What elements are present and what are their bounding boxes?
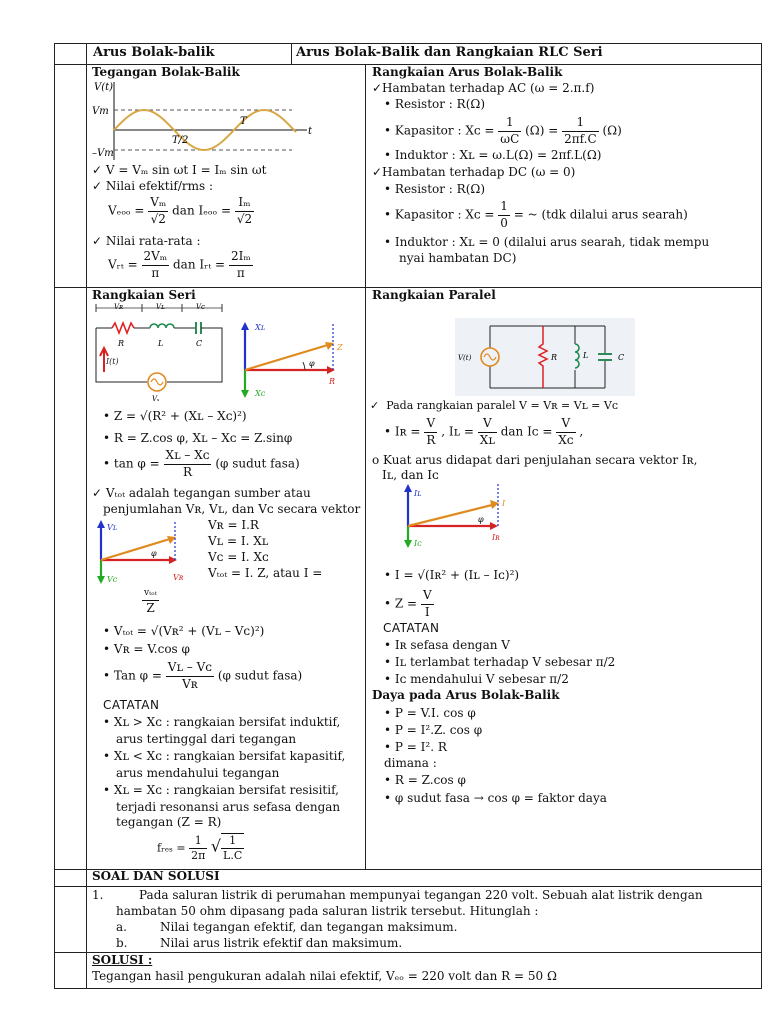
tan2-num: Vʟ – Vᴄ — [166, 660, 214, 677]
ir-den: R — [426, 432, 436, 447]
label-ic: Iᴄ — [414, 539, 422, 548]
graph-label-vm: Vm — [92, 106, 109, 117]
col-divider — [86, 44, 87, 988]
il-pre: , Iʟ = — [441, 424, 474, 439]
tan-pre: tan φ = — [113, 456, 160, 471]
label-vc: Vᴄ — [107, 575, 118, 584]
label-r: R — [118, 339, 125, 348]
seri-vtot-eq: Vₜₒₜ = I. Z, atau I = — [208, 566, 323, 580]
ieff-label: dan Iₑₒₒ = — [172, 203, 232, 218]
soal-q1: Pada saluran listrik di perumahan mempunyai tegangan 220 volt. Sebuah alat listrik dengan — [139, 888, 703, 902]
label-it: I(t) — [106, 357, 119, 366]
ic-pre: dan Iᴄ = — [500, 424, 553, 439]
ac-induktor-text: Induktor : Xʟ = ω.L(Ω) = 2πf.L(Ω) — [394, 148, 602, 162]
ieff-num: Iₘ — [235, 195, 254, 212]
seri-fres-eq: fᵣₑₛ = $\frac{1}{2\pi}$ √ $\frac{1}{L.C}$ — [157, 833, 243, 863]
label-vc: Vᴄ — [196, 303, 205, 311]
r-arrowhead — [327, 366, 335, 374]
soal-b-text: Nilai arus listrik efektif dan maksimum. — [160, 936, 403, 950]
dc-induktor-cont: nyai hambatan DC) — [399, 251, 517, 265]
soal-title: SOAL DAN SOLUSI — [92, 869, 220, 883]
veff-num: Vₘ — [148, 195, 168, 212]
ir-num: V — [424, 416, 437, 433]
dc-c-pre: Kapasitor : Xᴄ = — [394, 207, 495, 222]
seri-note2-text: Xʟ < Xᴄ : rangkaian bersifat kapasitif, — [113, 749, 346, 763]
graph-label-t-half: T/2 — [172, 135, 189, 146]
fres-den: 2π — [191, 848, 206, 862]
ic-arrowhead — [404, 540, 412, 548]
veff-den: √2 — [150, 211, 166, 226]
paralel-z-eq: • Z = $\frac{V}{I}$ — [384, 588, 432, 619]
ac-c-mid: (Ω) = — [525, 123, 559, 138]
header-right-title: Arus Bolak-Balik dan Rangkaian RLC Seri — [296, 45, 603, 60]
seri-note3-cont2: tegangan (Z = R) — [116, 815, 222, 829]
vc-arrowhead — [97, 576, 105, 584]
daya-1-text: P = V.I. cos φ — [394, 706, 476, 720]
seri-vtot-sqrt-text: Vₜₒₜ = √(Vʀ² + (Vʟ – Vᴄ)²) — [113, 624, 265, 638]
dc-kapasitor: • Kapasitor : Xᴄ = $\frac{1}{0}$ = ~ (tdk dilalui arus searah) — [384, 199, 688, 230]
daya-5: • φ sudut fasa → cos φ = faktor daya — [384, 791, 607, 805]
seri-note3-cont: terjadi resonansi arus sefasa dengan — [116, 800, 341, 814]
paralel-title: Rangkaian Paralel — [372, 288, 496, 302]
tegangan-line1: ✓ V = Vₘ sin ωt I = Iₘ sin ωt — [92, 163, 267, 177]
xl-arrowhead — [241, 322, 249, 330]
seri-vc-eq: Vᴄ = I. Xᴄ — [208, 550, 269, 564]
label-r: R — [329, 377, 336, 386]
tegangan-line2: ✓ Nilai efektif/rms : — [92, 179, 214, 193]
graph-label-t: t — [308, 126, 313, 137]
xc-arrowhead — [241, 390, 249, 398]
graph-label-t-full: T — [240, 116, 247, 127]
tan2-den: Vʀ — [182, 676, 198, 691]
irt-num: 2Iₘ — [229, 249, 253, 266]
ic-num: V — [556, 416, 575, 433]
il-num: V — [478, 416, 497, 433]
z-pre: Z = — [394, 596, 418, 611]
tegangan-line3: ✓ Nilai rata-rata : — [92, 234, 201, 248]
seri-vr-eq: Vʀ = I.R — [208, 518, 259, 532]
ir-pre: Iʀ = — [394, 424, 421, 439]
label-l: L — [583, 351, 589, 360]
label-z: Z — [337, 343, 343, 352]
soal-q2: hambatan 50 ohm dipasang pada saluran listrik tersebut. Hitunglah : — [116, 904, 539, 918]
ac-resistor: • Resistor : R(Ω) — [384, 97, 485, 111]
ac-c-den: ωC — [500, 131, 520, 146]
seri-tan2-eq: • Tan φ = $\frac{\text{Vʟ – Vᴄ}}{\text{Vʀ}}$ (φ sudut fasa) — [103, 660, 303, 691]
ac-c-den2: 2πf.C — [564, 131, 597, 146]
seri-vtot-desc1: ✓ Vₜₒₜ adalah tegangan sumber atau — [92, 486, 311, 500]
graph-label-neg-vm: –Vm — [92, 148, 114, 159]
seri-vr-cos: • Vʀ = V.cos φ — [103, 642, 190, 656]
paralel-current-vector-diagram — [398, 480, 518, 552]
resistor-symbol — [112, 323, 134, 333]
soal-b-label: b. — [116, 936, 128, 950]
soal-no: 1. — [92, 888, 104, 902]
ac-source-wave — [151, 379, 163, 385]
daya-dimana: dimana : — [384, 756, 437, 770]
daya-4: • R = Z.cos φ — [384, 773, 466, 787]
col-divider — [291, 44, 292, 65]
label-xl: Xʟ — [255, 323, 266, 332]
daya-4-text: R = Z.cos φ — [394, 773, 466, 787]
label-c: C — [196, 339, 203, 348]
seri-note2-cont: arus mendahului tegangan — [116, 766, 280, 780]
label-ir: Iʀ — [492, 533, 500, 542]
ir-arrowhead — [490, 522, 498, 530]
ieff-den: √2 — [236, 211, 253, 226]
dc-c-num: 1 — [498, 199, 510, 216]
dc-resistor: • Resistor : R(Ω) — [384, 182, 485, 196]
paralel-note2-text: Iʟ terlambat terhadap V sebesar π/2 — [394, 655, 616, 669]
header-left-title: Arus Bolak-balik — [93, 45, 215, 60]
il-den: Xʟ — [479, 432, 495, 447]
tan-num: Xʟ – Xᴄ — [164, 448, 212, 465]
ic-post: , — [579, 424, 584, 439]
paralel-i-eq-text: I = √(Iʀ² + (Iʟ – Iᴄ)²) — [394, 568, 520, 582]
paralel-kuat1: o Kuat arus didapat dari penjulahan secara vektor Iʀ, — [372, 453, 698, 467]
rangkaian-arus-title: Rangkaian Arus Bolak-Balik — [372, 65, 563, 79]
dc-induktor-text: Induktor : Xʟ = 0 (dilalui arus searah, tidak mempu — [394, 235, 710, 249]
ac-kapasitor: • Kapasitor : Xᴄ = $\frac{1}{\omega C}$ (Ω) = $\frac{1}{2\pi f.C}$ (Ω) — [384, 115, 622, 146]
z-den: I — [424, 604, 430, 619]
label-vr: Vʀ — [173, 573, 184, 582]
label-vl: Vʟ — [107, 523, 118, 532]
seri-r-eq-text: R = Z.cos φ, Xʟ – Xᴄ = Z.sinφ — [113, 431, 293, 445]
ic-den: Xᴄ — [558, 432, 574, 447]
seri-circuit-diagram — [92, 300, 227, 405]
tan-den: R — [182, 464, 193, 479]
paralel-note2: • Iʟ terlambat terhadap V sebesar π/2 — [384, 655, 616, 669]
label-vt: V(t) — [458, 354, 472, 362]
paralel-note1-text: Iʀ sefasa dengan V — [394, 638, 510, 652]
solusi-text: Tegangan hasil pengukuran adalah nilai efektif, Vₑₒ = 220 volt dan R = 50 Ω — [92, 969, 557, 983]
irt-label: dan Iᵣₜ = — [173, 257, 226, 272]
paralel-p1: ✓ Pada rangkaian paralel V = Vʀ = Vʟ = Vᴄ — [370, 399, 618, 412]
seri-note1-cont: arus tertinggal dari tegangan — [116, 732, 297, 746]
daya-title: Daya pada Arus Bolak-Balik — [372, 688, 560, 702]
ac-induktor: • Induktor : Xʟ = ω.L(Ω) = 2πf.L(Ω) — [384, 148, 602, 162]
label-vs: Vₛ — [152, 395, 160, 403]
inductor-symbol — [150, 324, 174, 328]
label-l: L — [158, 339, 164, 348]
seri-vtot-desc2: penjumlahan Vʀ, Vʟ, dan Vᴄ secara vektor — [103, 502, 361, 516]
vrt-den: π — [151, 265, 160, 280]
dc-resistor-text: Resistor : R(Ω) — [394, 182, 485, 196]
daya-3: • P = I². R — [384, 740, 447, 754]
seri-voltage-vector-diagram — [93, 516, 197, 588]
seri-z-eq: • Z = √(R² + (Xʟ – Xᴄ)²) — [103, 409, 247, 423]
daya-2-text: P = I².Z. cos φ — [394, 723, 483, 737]
paralel-i-eq: • I = √(Iʀ² + (Iʟ – Iᴄ)²) — [384, 568, 520, 582]
paralel-note1: • Iʀ sefasa dengan V — [384, 638, 510, 652]
col-divider — [365, 64, 366, 870]
fres-sq-num: 1 — [221, 834, 244, 849]
seri-note2: • Xʟ < Xᴄ : rangkaian bersifat kapasitif, — [103, 749, 346, 763]
dc-induktor: • Induktor : Xʟ = 0 (dilalui arus searah, tidak mempu — [384, 235, 710, 249]
daya-2: • P = I².Z. cos φ — [384, 723, 483, 737]
tan-post: (φ sudut fasa) — [215, 456, 300, 471]
irt-den: π — [236, 265, 245, 280]
veff-label: Vₑₒₒ = — [108, 203, 145, 218]
seri-r-eq: • R = Z.cos φ, Xʟ – Xᴄ = Z.sinφ — [103, 431, 293, 445]
dc-c-post: = ~ (tdk dilalui arus searah) — [513, 207, 688, 222]
row-divider — [55, 952, 761, 953]
paralel-kuat2: Iʟ, dan Iᴄ — [382, 468, 439, 482]
label-xc: Xᴄ — [255, 389, 266, 398]
seri-impedance-vector-diagram — [235, 318, 363, 404]
tegangan-title: Tegangan Bolak-Balik — [92, 65, 240, 79]
ac-heading: ✓Hambatan terhadap AC (ω = 2.π.f) — [372, 81, 595, 95]
graph-label-vt: V(t) — [94, 82, 114, 93]
seri-catatan: CATATAN — [103, 698, 160, 712]
v-vector — [101, 538, 173, 560]
label-vr: Vʀ — [114, 303, 124, 311]
paralel-p1-text: Pada rangkaian paralel V = Vʀ = Vʟ = Vᴄ — [386, 399, 618, 412]
label-phi: φ — [309, 359, 315, 368]
paralel-catatan: CATATAN — [383, 621, 440, 635]
vrt-formula — [108, 249, 253, 281]
paralel-circuit-diagram — [455, 318, 635, 396]
paralel-note3: • Iᴄ mendahului V sebesar π/2 — [384, 672, 569, 686]
z-vector — [245, 344, 331, 370]
seri-vtot-sqrt: • Vₜₒₜ = √(Vʀ² + (Vʟ – Vᴄ)²) — [103, 624, 265, 638]
seri-note3: • Xʟ = Xᴄ : rangkaian bersifat resisitif, — [103, 783, 339, 797]
label-phi: φ — [151, 549, 157, 558]
i-num: vₜₒₜ — [142, 588, 159, 601]
veff-formula — [108, 195, 254, 227]
soal-a-label: a. — [116, 920, 127, 934]
vrt-label: Vᵣₜ = — [108, 257, 138, 272]
paralel-note3-text: Iᴄ mendahului V sebesar π/2 — [394, 672, 569, 686]
label-i: I — [502, 499, 506, 508]
ac-c-post: (Ω) — [602, 123, 622, 138]
seri-title: Rangkaian Seri — [92, 288, 196, 302]
seri-note3-text: Xʟ = Xᴄ : rangkaian bersifat resisitif, — [113, 783, 339, 797]
daya-3-text: P = I². R — [394, 740, 447, 754]
ac-resistor-text: Resistor : R(Ω) — [394, 97, 485, 111]
seri-tan-eq: • tan φ = $\frac{\text{Xʟ – Xᴄ}}{R}$ (φ sudut fasa) — [103, 448, 300, 479]
dc-heading: ✓Hambatan terhadap DC (ω = 0) — [372, 165, 576, 179]
fres-label: fᵣₑₛ = — [157, 841, 186, 855]
label-phi: φ — [478, 515, 484, 524]
vl-arrowhead — [97, 520, 105, 528]
il-arrowhead — [404, 484, 412, 492]
ac-c-num: 1 — [498, 115, 521, 132]
solusi-title: SOLUSI : — [92, 953, 153, 967]
ac-c-pre: Kapasitor : Xᴄ = — [394, 123, 495, 138]
i-den: Z — [146, 600, 155, 615]
label-r: R — [551, 353, 558, 362]
row-divider — [55, 886, 761, 887]
soal-a-text: Nilai tegangan efektif, dan tegangan maksimum. — [160, 920, 458, 934]
seri-note1: • Xʟ > Xᴄ : rangkaian bersifat induktif, — [103, 715, 341, 729]
phi-arc — [303, 362, 305, 370]
seri-z-eq-text: Z = √(R² + (Xʟ – Xᴄ)²) — [113, 409, 247, 423]
ac-c-num2: 1 — [562, 115, 599, 132]
paralel-currents: • Iʀ = $\frac{V}{R}$ , Iʟ = $\frac{V}{\text{Xʟ}}$ dan Iᴄ = $\frac{V}{\text{Xᴄ}}$ , — [384, 416, 584, 447]
fres-num: 1 — [189, 834, 207, 849]
vr-arrowhead — [169, 556, 177, 564]
seri-vl-eq: Vʟ = I. Xʟ — [208, 534, 269, 548]
label-vl: Vʟ — [156, 303, 165, 311]
daya-1: • P = V.I. cos φ — [384, 706, 476, 720]
tan2-post: (φ sudut fasa) — [217, 668, 303, 683]
fres-sq-den: L.C — [223, 849, 243, 863]
seri-i-frac — [142, 588, 159, 616]
seri-vr-cos-text: Vʀ = V.cos φ — [113, 642, 190, 656]
dc-c-den: 0 — [500, 215, 508, 230]
diagram-bg — [455, 318, 635, 396]
label-c: C — [618, 353, 625, 362]
daya-5-text: φ sudut fasa → cos φ = faktor daya — [394, 791, 607, 805]
wire — [167, 328, 222, 382]
z-num: V — [421, 588, 434, 605]
vrt-num: 2Vₘ — [142, 249, 170, 266]
sine-wave-graph — [92, 78, 322, 160]
label-il: Iʟ — [414, 489, 422, 498]
tan2-pre: Tan φ = — [113, 668, 162, 683]
seri-note1-text: Xʟ > Xᴄ : rangkaian bersifat induktif, — [113, 715, 341, 729]
